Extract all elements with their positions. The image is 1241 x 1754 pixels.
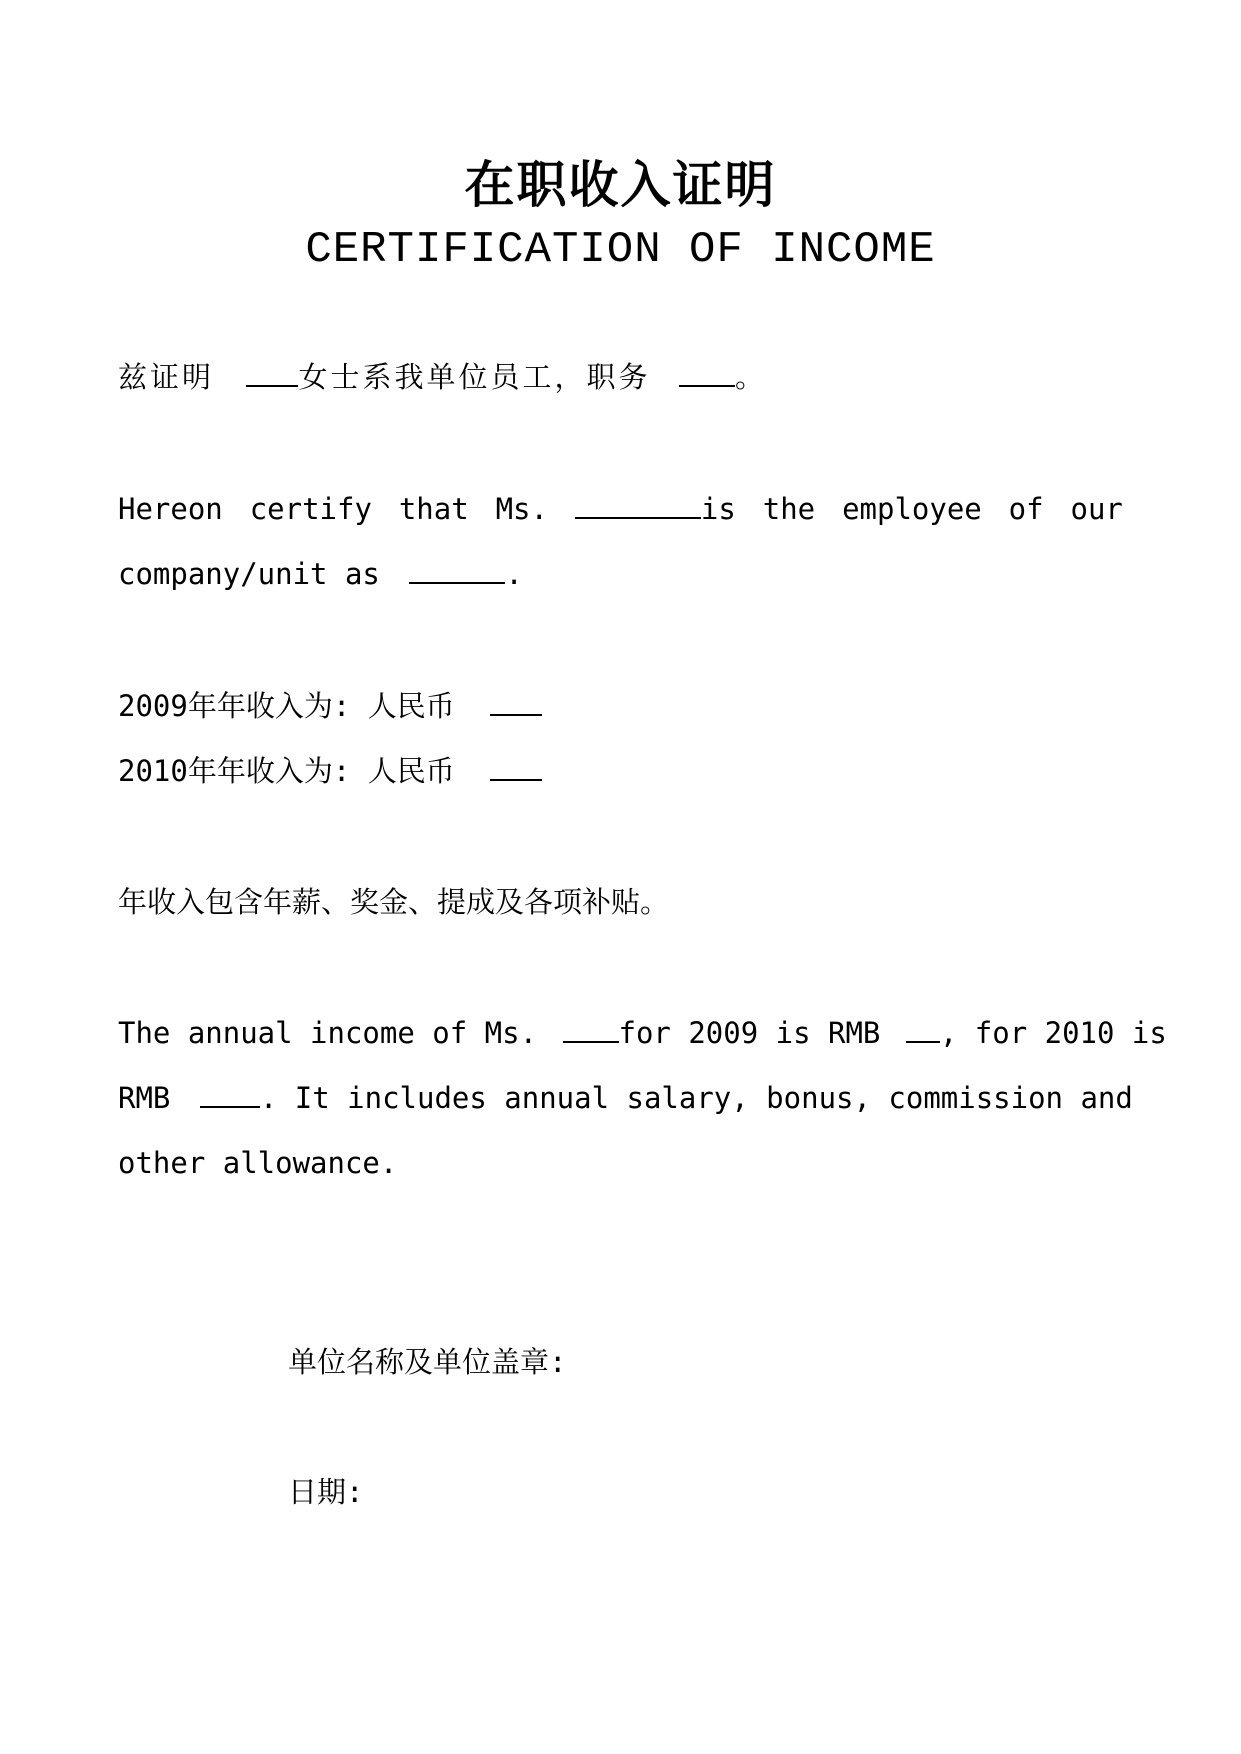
- date-label: 日期:: [288, 1475, 364, 1509]
- en-word: of: [1008, 492, 1044, 526]
- en-word: Hereon: [118, 492, 223, 526]
- en-income-2a: RMB: [118, 1081, 171, 1115]
- page-title-cn: 在职收入证明: [464, 155, 777, 214]
- en-income-2b: . It includes annual salary, bonus, commission and: [259, 1081, 1133, 1115]
- position-blank-cn: [679, 359, 735, 387]
- en-income-1b: for 2009 is RMB: [618, 1016, 881, 1050]
- name-blank-group: [575, 487, 736, 531]
- org-stamp-label: 单位名称及单位盖章:: [288, 1345, 567, 1379]
- en-certify-line-2: [118, 552, 1123, 596]
- income-2010-blank-en: [200, 1080, 260, 1108]
- income-note-cn: 年收入包含年薪、奖金、提成及各项补贴。: [118, 885, 670, 919]
- en-word: Ms.: [495, 492, 548, 526]
- en-word: our: [1070, 492, 1123, 526]
- en-word: employee: [842, 492, 982, 526]
- income-2009-blank: [490, 688, 542, 716]
- en-income-line-2: [118, 1076, 1133, 1120]
- name-blank-cn: [246, 359, 298, 387]
- income-2009-blank-en: [906, 1015, 940, 1043]
- en-income-line-3: other allowance.: [118, 1146, 398, 1180]
- income-2009-label: 2009年年收入为: 人民币: [118, 689, 455, 723]
- income-2009-row: [118, 684, 1123, 728]
- en-certify-line2-prefix: company/unit as: [118, 557, 380, 591]
- income-2010-blank: [490, 753, 542, 781]
- en-word: the: [762, 492, 816, 526]
- cn-certify-prefix: 兹证明: [118, 360, 215, 394]
- en-certify-line2-suffix: .: [505, 557, 523, 591]
- name-blank-en: [575, 491, 701, 519]
- income-2010-row: [118, 749, 1123, 793]
- en-certify-line-1: [118, 487, 1123, 531]
- en-word: is: [700, 492, 736, 526]
- en-income-1a: The annual income of Ms.: [118, 1016, 538, 1050]
- en-income-line-1: [118, 1011, 1167, 1055]
- position-blank-en: [409, 556, 505, 584]
- income-2010-label: 2010年年收入为: 人民币: [118, 754, 455, 788]
- cn-certify-suffix: 。: [734, 360, 767, 394]
- cn-certify-line: [118, 355, 1123, 399]
- en-word: certify: [249, 492, 372, 526]
- en-word: that: [398, 492, 469, 526]
- en-income-1c: , for 2010 is: [939, 1016, 1167, 1050]
- page-title-en: CERTIFICATION OF INCOME: [305, 225, 936, 275]
- name-blank-income-en: [563, 1015, 619, 1043]
- cn-certify-middle: 女士系我单位员工，职务: [298, 360, 651, 394]
